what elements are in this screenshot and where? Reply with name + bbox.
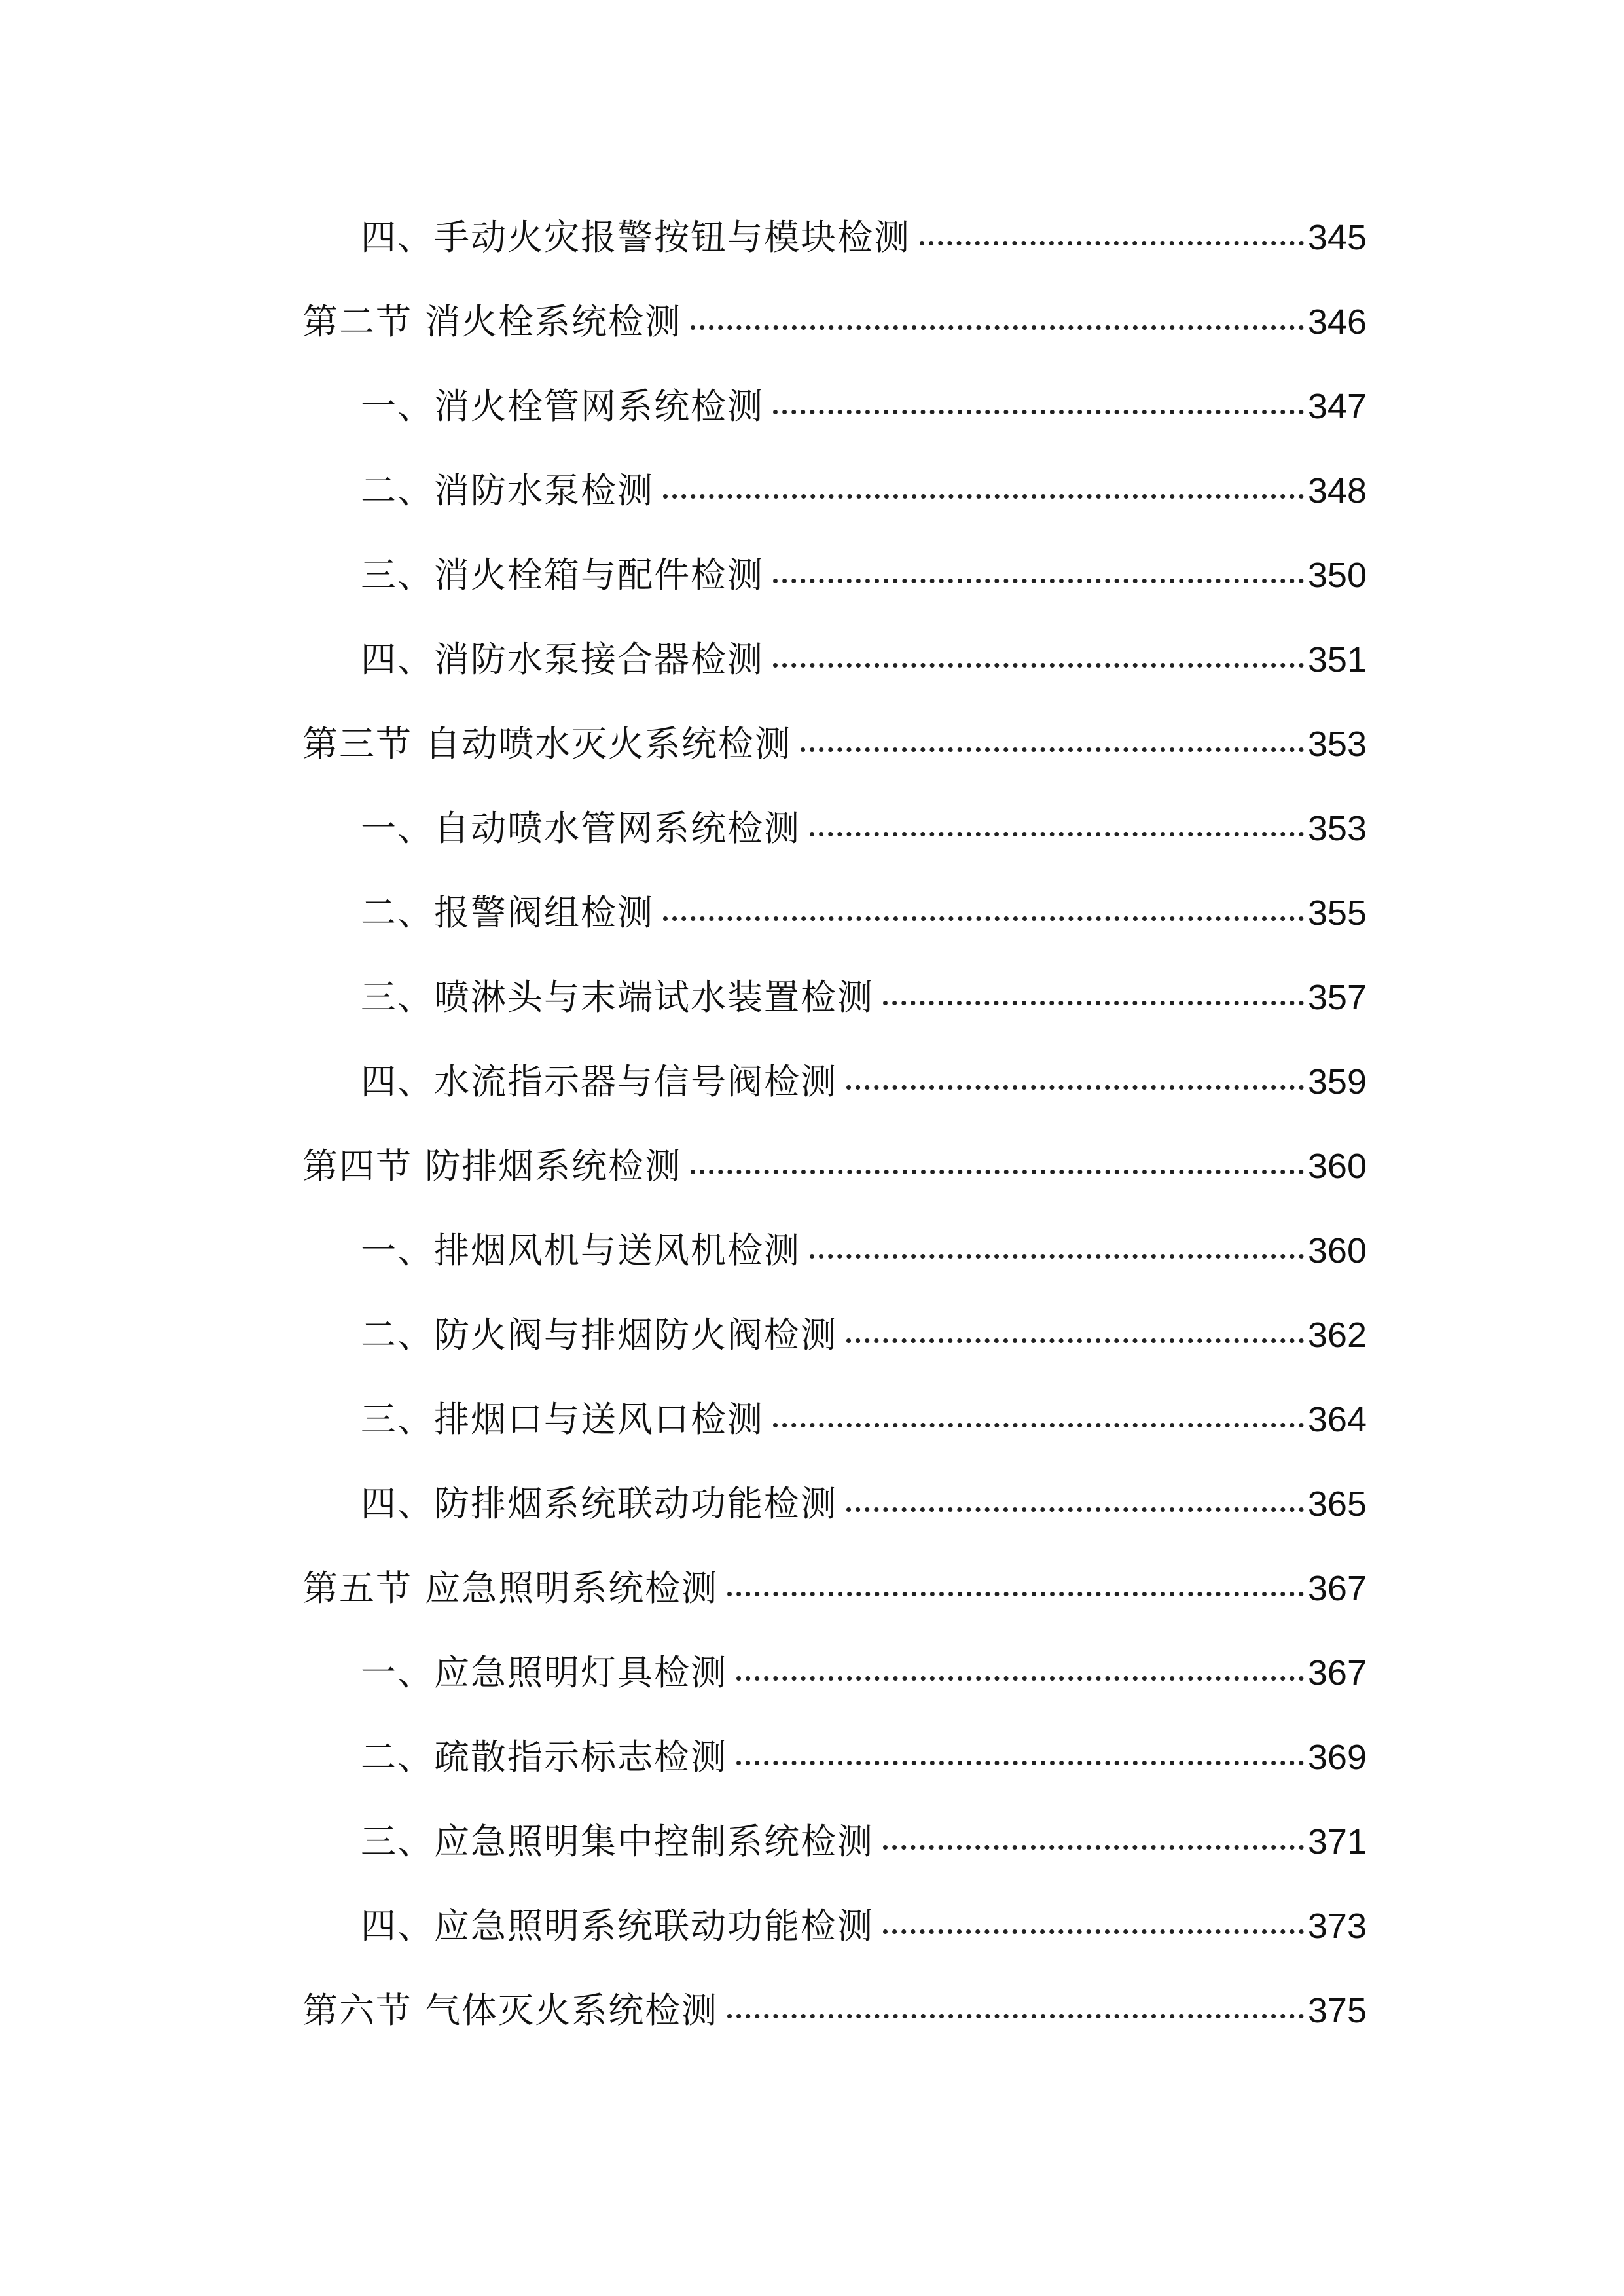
toc-entry-label: 第三节 自动喷水灭火系统检测 <box>302 723 792 764</box>
toc-entry-page: 355 <box>1307 893 1367 933</box>
toc-entry[interactable] <box>361 461 1367 520</box>
dot-leader <box>773 1423 1304 1427</box>
toc-entry-label: 四、水流指示器与信号阀检测 <box>361 1061 837 1102</box>
dot-leader <box>736 1761 1304 1765</box>
toc-entry-page: 350 <box>1307 556 1367 595</box>
toc-entry[interactable] <box>361 1221 1367 1280</box>
dot-leader <box>691 325 1304 330</box>
dot-leader <box>727 1592 1304 1596</box>
toc-entry-label: 三、排烟口与送风口检测 <box>361 1399 764 1440</box>
toc-entry-page: 353 <box>1307 809 1367 848</box>
dot-leader <box>773 410 1304 414</box>
toc-entry-page: 346 <box>1307 302 1367 342</box>
toc-entry-page: 351 <box>1307 640 1367 679</box>
toc-entry-page: 362 <box>1307 1316 1367 1355</box>
dot-leader <box>663 494 1304 499</box>
toc-entry-page: 367 <box>1307 1569 1367 1608</box>
toc-entry-page: 360 <box>1307 1147 1367 1186</box>
toc-entry-label: 二、疏散指示标志检测 <box>361 1736 727 1778</box>
dot-leader <box>773 663 1304 668</box>
toc-entry-label: 四、消防水泵接合器检测 <box>361 639 764 680</box>
toc-entry[interactable] <box>361 968 1367 1027</box>
toc-entry-page: 347 <box>1307 387 1367 426</box>
toc-entry-page: 373 <box>1307 1907 1367 1946</box>
toc-entry[interactable] <box>361 630 1367 689</box>
toc-entry-page: 359 <box>1307 1062 1367 1102</box>
toc-entry-page: 369 <box>1307 1738 1367 1777</box>
toc-entry-label: 三、应急照明集中控制系统检测 <box>361 1821 874 1862</box>
toc-entry-label: 第二节 消火栓系统检测 <box>302 301 682 342</box>
toc-entry-label: 一、排烟风机与送风机检测 <box>361 1230 801 1271</box>
toc-entry[interactable] <box>361 377 1367 436</box>
toc-entry-label: 一、消火栓管网系统检测 <box>361 386 764 427</box>
toc-entry[interactable] <box>361 208 1367 267</box>
toc-entry[interactable] <box>361 1643 1367 1702</box>
toc-entry-label: 四、应急照明系统联动功能检测 <box>361 1905 874 1946</box>
dot-leader <box>727 2014 1304 2018</box>
toc-entry[interactable] <box>302 1981 1367 2040</box>
toc-entry-page: 345 <box>1307 218 1367 257</box>
toc-entry[interactable] <box>361 1390 1367 1449</box>
toc-entry-label: 第五节 应急照明系统检测 <box>302 1568 719 1609</box>
toc-entry-page: 364 <box>1307 1400 1367 1439</box>
toc-entry-page: 357 <box>1307 978 1367 1017</box>
toc-entry-label: 二、防火阀与排烟防火阀检测 <box>361 1314 837 1355</box>
dot-leader <box>920 241 1304 245</box>
toc-entry-label: 二、消防水泵检测 <box>361 470 654 511</box>
toc-entry[interactable] <box>302 1559 1367 1618</box>
toc-entry-label: 一、应急照明灯具检测 <box>361 1652 727 1693</box>
toc-entry-label: 第四节 防排烟系统检测 <box>302 1145 682 1187</box>
toc-entry[interactable] <box>361 1306 1367 1365</box>
toc-entry[interactable] <box>361 1475 1367 1534</box>
toc-entry-page: 367 <box>1307 1653 1367 1693</box>
toc-entry-page: 348 <box>1307 471 1367 511</box>
toc-entry[interactable] <box>302 1137 1367 1196</box>
dot-leader <box>691 1170 1304 1174</box>
dot-leader <box>773 579 1304 583</box>
toc-entry[interactable] <box>361 546 1367 605</box>
dot-leader <box>810 832 1304 836</box>
dot-leader <box>846 1507 1304 1512</box>
toc-entry[interactable] <box>302 715 1367 774</box>
dot-leader <box>883 1929 1304 1934</box>
toc-entry-page: 365 <box>1307 1484 1367 1524</box>
toc-entry-page: 360 <box>1307 1231 1367 1270</box>
toc-entry[interactable] <box>361 1728 1367 1787</box>
toc-entry-label: 四、手动火灾报警按钮与模块检测 <box>361 217 911 258</box>
toc-entry[interactable] <box>361 799 1367 858</box>
toc-entry-label: 第六节 气体灭火系统检测 <box>302 1990 719 2031</box>
toc-entry-page: 371 <box>1307 1822 1367 1861</box>
toc-entry-label: 一、自动喷水管网系统检测 <box>361 808 801 849</box>
dot-leader <box>663 916 1304 921</box>
dot-leader <box>846 1085 1304 1090</box>
toc-entry-label: 四、防排烟系统联动功能检测 <box>361 1483 837 1524</box>
toc-entry-label: 三、消火栓箱与配件检测 <box>361 554 764 596</box>
dot-leader <box>736 1676 1304 1681</box>
dot-leader <box>846 1338 1304 1343</box>
toc-entry[interactable] <box>361 1812 1367 1871</box>
toc-entry-page: 375 <box>1307 1991 1367 2030</box>
toc-entry[interactable] <box>302 293 1367 351</box>
toc-entry[interactable] <box>361 1052 1367 1111</box>
toc-entry[interactable] <box>361 884 1367 942</box>
toc-entry-label: 二、报警阀组检测 <box>361 892 654 933</box>
dot-leader <box>801 747 1304 752</box>
toc-entry-label: 三、喷淋头与末端试水装置检测 <box>361 977 874 1018</box>
dot-leader <box>883 1001 1304 1005</box>
toc-entry[interactable] <box>361 1897 1367 1956</box>
dot-leader <box>883 1845 1304 1850</box>
dot-leader <box>810 1254 1304 1259</box>
toc-entry-page: 353 <box>1307 725 1367 764</box>
